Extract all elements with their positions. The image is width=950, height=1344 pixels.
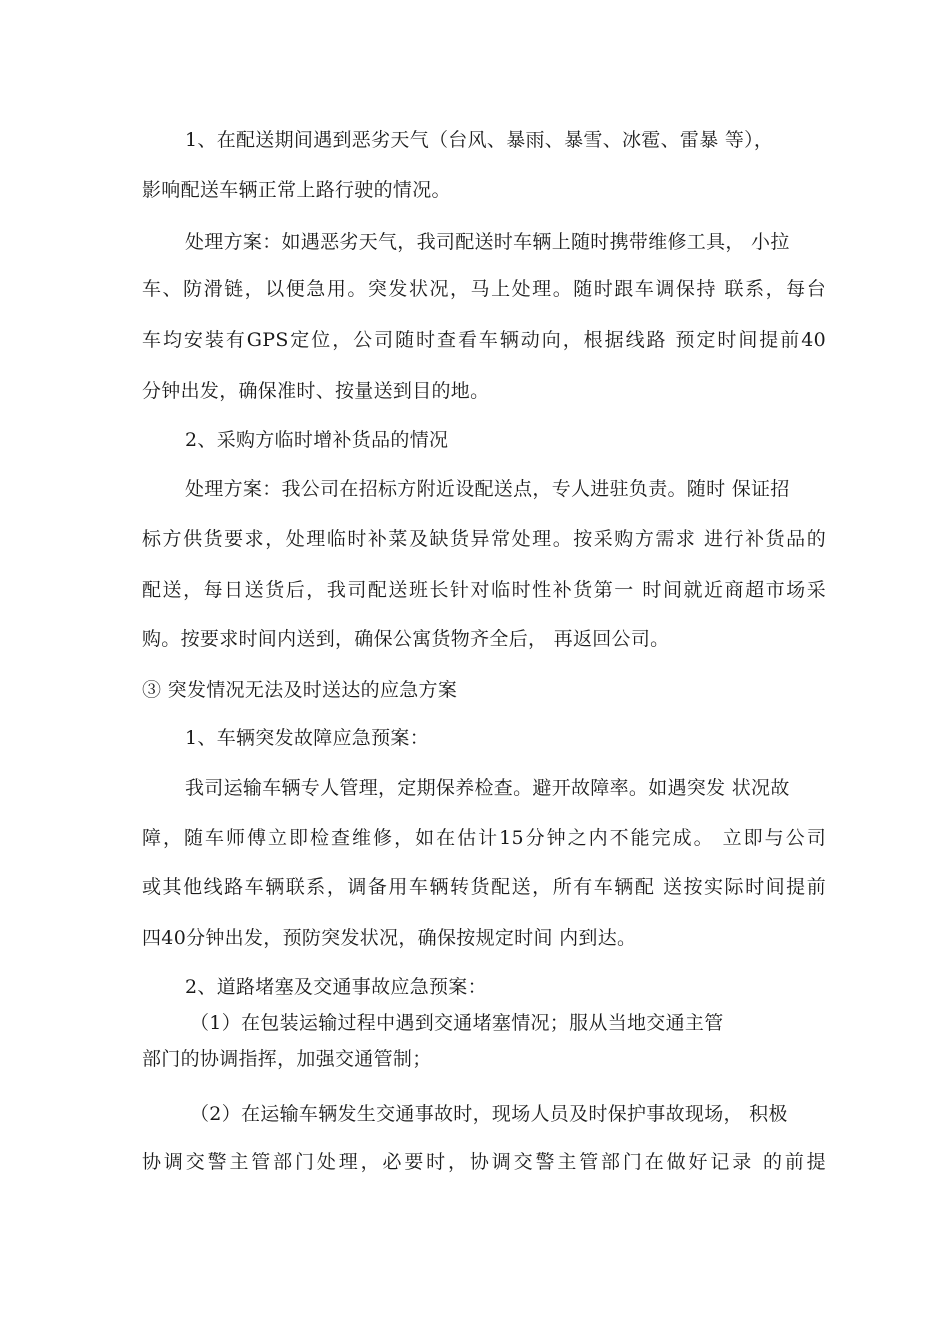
section-heading: ③ 突发情况无法及时送达的应急方案: [142, 679, 458, 701]
para-2-line-3: 车均安装有GPS定位，公司随时查看车辆动向，根据线路 预定时间提前40: [142, 329, 826, 351]
para-4-line-2: 障，随车师傅立即检查维修，如在估计15分钟之内不能完成。 立即与公司: [142, 827, 826, 849]
para-3-line-3: 配送，每日送货后，我司配送班长针对临时性补货第一 时间就近商超市场采: [142, 579, 826, 601]
para-2-line-1: 处理方案：如遇恶劣天气，我司配送时车辆上随时携带维修工具， 小拉: [185, 231, 790, 253]
subheading-1: 1、车辆突发故障应急预案：: [185, 727, 429, 749]
para-2-line-4: 分钟出发，确保准时、按量送到目的地。: [142, 380, 490, 402]
para-4-line-1: 我司运输车辆专人管理，定期保养检查。避开故障率。如遇突发 状况故: [185, 777, 790, 799]
heading-2: 2、采购方临时增补货品的情况: [185, 429, 449, 451]
subheading-2: 2、道路堵塞及交通事故应急预案：: [185, 976, 487, 998]
item-1-line-2: 部门的协调指挥，加强交通管制；: [142, 1048, 432, 1070]
para-2-line-2: 车、防滑链，以便急用。突发状况，马上处理。随时跟车调保持 联系，每台: [142, 278, 826, 300]
item-1-line-1: （1）在包装运输过程中遇到交通堵塞情况；服从当地交通主管: [190, 1012, 724, 1034]
item-2-line-1: （2）在运输车辆发生交通事故时，现场人员及时保护事故现场， 积极: [190, 1103, 788, 1125]
para-4-line-4: 四40分钟出发，预防突发状况，确保按规定时间 内到达。: [142, 927, 637, 949]
para-1-line-2: 影响配送车辆正常上路行驶的情况。: [142, 179, 451, 201]
para-3-line-2: 标方供货要求，处理临时补菜及缺货异常处理。按采购方需求 进行补货品的: [142, 528, 826, 550]
para-1-line-1: 1、在配送期间遇到恶劣天气（台风、暴雨、暴雪、冰雹、雷暴 等），: [185, 129, 774, 151]
para-3-line-4: 购。按要求时间内送到，确保公寓货物齐全后， 再返回公司。: [142, 628, 670, 650]
para-4-line-3: 或其他线路车辆联系，调备用车辆转货配送，所有车辆配 送按实际时间提前: [142, 876, 826, 898]
item-2-line-2: 协调交警主管部门处理，必要时，协调交警主管部门在做好记录 的前提: [142, 1151, 826, 1173]
para-3-line-1: 处理方案：我公司在招标方附近设配送点，专人进驻负责。随时 保证招: [185, 478, 790, 500]
